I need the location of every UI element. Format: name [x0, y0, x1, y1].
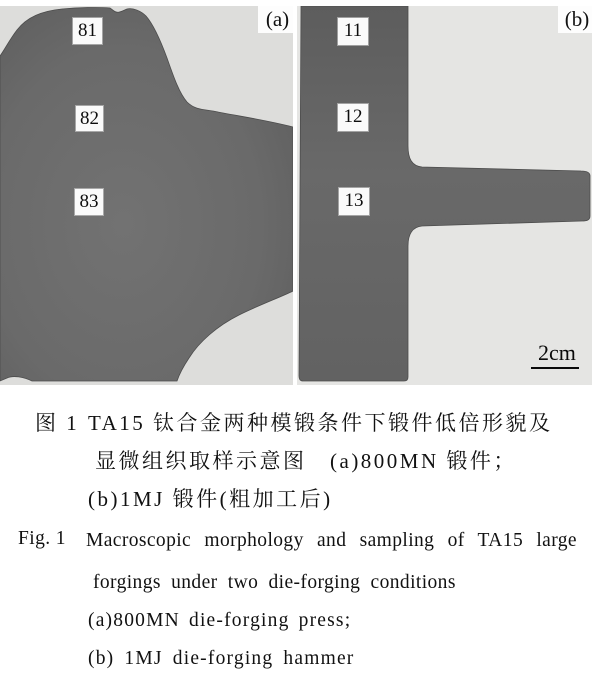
caption-en-line1: Macroscopic morphology and sampling of TA15 large [86, 530, 577, 551]
caption-zh-line2: 显微组织取样示意图 (a)800MN 锻件； [95, 449, 517, 473]
scale-bar-label: 2cm [538, 340, 576, 365]
forging-a-shape [0, 7, 293, 381]
scale-bar-line [531, 367, 579, 369]
forging-a-photo [0, 6, 293, 385]
panel-letter-b: (b) [558, 6, 592, 33]
caption-en-line3: (a)800MN die-forging press; [88, 610, 352, 631]
sample-label-82: 82 [76, 106, 103, 131]
photo-panel-a [0, 6, 293, 385]
photo-panel-b [297, 6, 592, 385]
sample-label-12: 12 [338, 104, 368, 131]
caption-zh-line1: TA15 钛合金两种模锻条件下锻件低倍形貌及 [88, 411, 553, 435]
sample-label-83: 83 [75, 189, 103, 215]
sample-label-11: 11 [338, 18, 368, 45]
caption-en-fig-label: Fig. 1 [18, 528, 66, 549]
sample-label-13: 13 [339, 188, 369, 215]
caption-zh-line3: (b)1MJ 锻件(粗加工后) [88, 487, 333, 511]
sample-label-81: 81 [73, 18, 102, 44]
caption-en-line4: (b) 1MJ die-forging hammer [88, 648, 355, 669]
caption-en-line2: forgings under two die-forging conditions [93, 572, 456, 593]
caption-zh-fig-label: 图 1 [35, 411, 80, 435]
panel-letter-a: (a) [258, 6, 293, 33]
